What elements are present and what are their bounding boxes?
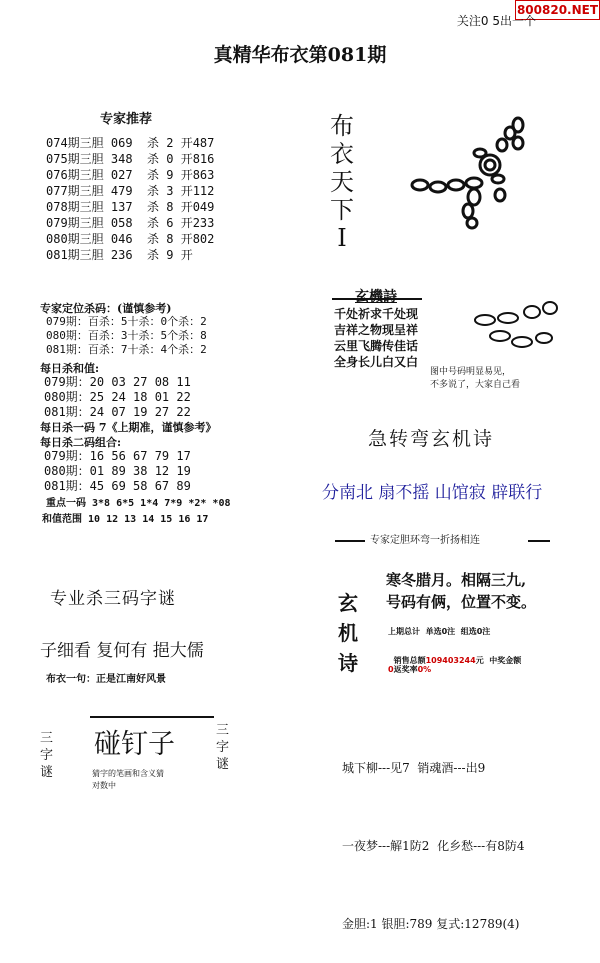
rings-illustration bbox=[410, 115, 530, 230]
list-item: 081期：45 69 58 67 89 bbox=[44, 479, 191, 493]
return-label: 返奖率 bbox=[393, 665, 418, 674]
note-line: 图中号码明显易见， bbox=[430, 367, 512, 377]
xuanji-line: 号码有俩，位置不变。 bbox=[386, 593, 537, 611]
sharp-title: 急转弯玄机诗 bbox=[368, 428, 495, 450]
list-item: 079期：百杀：5十杀：0个杀：2 bbox=[46, 315, 207, 328]
buyi-char: 下 bbox=[330, 196, 354, 224]
expert-list bbox=[46, 135, 214, 263]
stats-line: 上期总计 单选0注 组选0注 bbox=[388, 627, 491, 636]
note-line: 对数中 bbox=[92, 781, 116, 790]
buyi-title bbox=[327, 112, 357, 252]
expert-heading: 专家推荐 bbox=[100, 112, 153, 127]
kill-heading: 专家定位杀码：(谨慎参考) bbox=[40, 302, 172, 315]
list-item: 081期：百杀：7十杀：4个杀：2 bbox=[46, 343, 207, 356]
riddle-line: 子细看 复何有 挹大儒 bbox=[40, 641, 204, 661]
poem-line: 吉祥之物现呈祥 bbox=[334, 323, 419, 337]
riddle-sub: 布衣一句：正是江南好风景 bbox=[46, 674, 166, 685]
xuanji-line: 寒冬腊月。相隔三九, bbox=[386, 571, 527, 589]
list-item: 074期三胆 069 杀 2 开487 bbox=[46, 136, 215, 150]
list-item: 080期：25 24 18 01 22 bbox=[44, 390, 191, 404]
list-item: 080期三胆 046 杀 8 开802 bbox=[46, 232, 215, 246]
riddle-note bbox=[92, 768, 164, 792]
list-item: 079期：20 03 27 08 11 bbox=[44, 375, 191, 389]
list-item: 078期三胆 137 杀 8 开049 bbox=[46, 200, 215, 214]
return-value: 0 bbox=[388, 665, 394, 674]
poem-line: 云里飞腾传佳话 bbox=[334, 339, 419, 353]
sharp-line: 分南北 扇不摇 山馆寂 辟联行 bbox=[322, 483, 543, 503]
return-pct: 0% bbox=[417, 665, 432, 674]
return-line bbox=[388, 664, 431, 675]
list-item: 080期：百杀：3十杀：5个杀：8 bbox=[46, 329, 207, 342]
prediction-line: 城下柳---见7 销魂酒---出9 bbox=[342, 761, 486, 775]
list-item: 081期三胆 236 杀 9 开 bbox=[46, 248, 193, 262]
prediction-line: 一夜梦---解1防2 化乡愁---有8防4 bbox=[342, 839, 525, 853]
list-item: 076期三胆 027 杀 9 开863 bbox=[46, 168, 215, 182]
sales-label: 销售总额 bbox=[393, 656, 426, 665]
note-line: 猜字的笔画和含义猜 bbox=[92, 769, 164, 778]
prediction-line: 金胆:1 银胆:789 复式:12789(4) bbox=[342, 917, 520, 931]
sum-range: 和值范围 10 12 13 14 15 16 17 bbox=[42, 514, 209, 525]
kill-two-heading: 每日杀二码组合: bbox=[40, 436, 122, 449]
site-watermark: 800820.NET bbox=[515, 0, 600, 20]
riddle-side-right: 三字谜 bbox=[216, 723, 230, 772]
buyi-char: 衣 bbox=[330, 140, 354, 168]
list-item: 080期：01 89 38 12 19 bbox=[44, 464, 191, 478]
riddle-title: 专业杀三码字谜 bbox=[50, 589, 176, 609]
hand-predictions bbox=[342, 703, 525, 963]
list-item: 075期三胆 348 杀 0 开816 bbox=[46, 152, 215, 166]
poem-lines bbox=[334, 306, 418, 370]
divider bbox=[528, 540, 550, 542]
list-item: 081期：24 07 19 27 22 bbox=[44, 405, 191, 419]
kill-list bbox=[46, 315, 207, 357]
divider bbox=[335, 540, 365, 542]
poem-title: 玄機詩 bbox=[355, 289, 397, 305]
sales-unit: 元 中奖金额 bbox=[475, 656, 522, 665]
poem-note bbox=[430, 366, 520, 392]
sum-heading: 每日杀和值: bbox=[40, 362, 100, 375]
kill-one-code: 每日杀一码 7《上期准，谨慎参考》 bbox=[40, 421, 217, 434]
list-item: 079期：16 56 67 79 17 bbox=[44, 449, 191, 463]
page-title: 真精华布衣第081期 bbox=[213, 44, 387, 66]
kill-two-list bbox=[44, 449, 191, 494]
divider bbox=[90, 716, 214, 718]
xuanji-text bbox=[386, 569, 536, 613]
buyi-char: 布 bbox=[330, 112, 354, 140]
poem-line: 全身长儿白又白 bbox=[334, 355, 419, 369]
key-codes: 重点一码 3*8 6*5 1*4 7*9 *2* *08 bbox=[46, 498, 231, 509]
ingots-illustration bbox=[470, 298, 560, 358]
buyi-char: I bbox=[337, 224, 347, 252]
sales-value: 109403244 bbox=[425, 656, 476, 665]
riddle-side-left: 三字谜 bbox=[40, 731, 54, 780]
buyi-char: 天 bbox=[330, 168, 354, 196]
sales-line bbox=[388, 646, 521, 666]
poem-line: 千处祈求千处现 bbox=[334, 307, 419, 321]
expert-line: 专家定胆环弯一折扬相连 bbox=[370, 535, 480, 546]
note-line: 不多说了，大家自己看 bbox=[430, 380, 521, 390]
follow-note: 关注0 5出一个 bbox=[456, 14, 536, 28]
xuanji-side: 玄机诗 bbox=[338, 591, 358, 675]
sum-list bbox=[44, 375, 191, 420]
riddle-word: 碰钉子 bbox=[94, 729, 175, 760]
list-item: 077期三胆 479 杀 3 开112 bbox=[46, 184, 215, 198]
list-item: 079期三胆 058 杀 6 开233 bbox=[46, 216, 215, 230]
